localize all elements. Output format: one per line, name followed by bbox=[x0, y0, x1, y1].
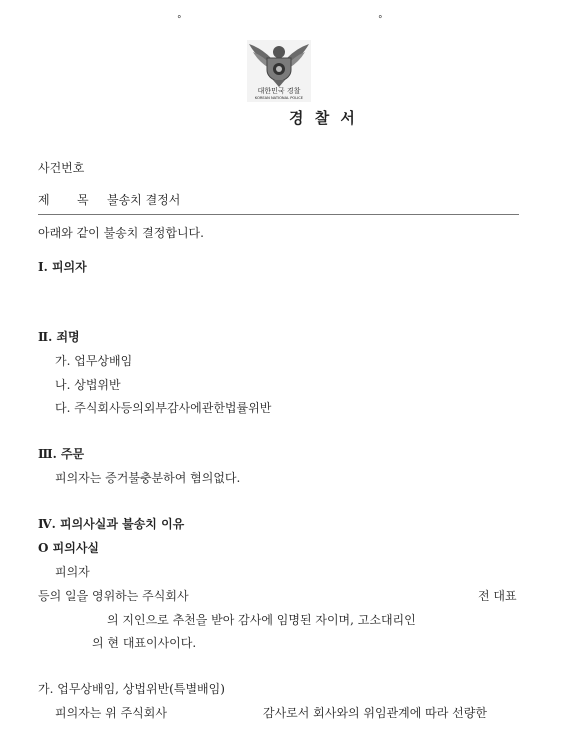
section-3-text: 피의자는 증거불충분하여 혐의없다. bbox=[55, 471, 241, 485]
document-title: 경 찰 서 bbox=[289, 109, 358, 127]
section-2-item-1: 가. 업무상배임 bbox=[55, 354, 133, 368]
section-4-line-1: 피의자 bbox=[55, 565, 90, 579]
section-1-heading: Ⅰ. 피의자 bbox=[38, 260, 87, 274]
section-2-heading: Ⅱ. 죄명 bbox=[38, 330, 80, 344]
subject-value: 불송치 결정서 bbox=[107, 193, 181, 207]
header-divider bbox=[38, 214, 519, 215]
section-5-heading: 가. 업무상배임, 상법위반(특별배임) bbox=[38, 682, 225, 696]
logo-text-ko: 대한민국 경찰 bbox=[257, 87, 301, 95]
police-logo bbox=[247, 40, 311, 102]
section-4-line-3: 의 지인으로 추천을 받아 감사에 임명된 자이며, 고소대리인 bbox=[107, 613, 416, 627]
section-4-line-2b: 전 대표 bbox=[478, 589, 517, 603]
section-4-heading: Ⅳ. 피의사실과 불송치 이유 bbox=[38, 517, 185, 531]
section-3-heading: Ⅲ. 주문 bbox=[38, 447, 85, 461]
subject-label-2: 목 bbox=[77, 193, 89, 207]
section-5-line-1b: 감사로서 회사와의 위임관계에 따라 선량한 bbox=[263, 706, 487, 720]
intro-text: 아래와 같이 불송치 결정합니다. bbox=[38, 226, 204, 240]
section-4-line-2a: 등의 일을 영위하는 주식회사 bbox=[38, 589, 189, 603]
header-dot-left: ° bbox=[177, 15, 182, 25]
section-4-line-4: 의 현 대표이사이다. bbox=[92, 636, 197, 650]
logo-text-en: KOREAN NATIONAL POLICE bbox=[254, 96, 304, 100]
section-2-item-2: 나. 상법위반 bbox=[55, 378, 121, 392]
section-2-item-3: 다. 주식회사등의외부감사에관한법률위반 bbox=[55, 401, 272, 415]
section-5-line-1a: 피의자는 위 주식회사 bbox=[55, 706, 167, 720]
section-4-subheading: O 피의사실 bbox=[38, 541, 99, 555]
header-dot-right: ° bbox=[378, 15, 383, 25]
case-number-label: 사건번호 bbox=[38, 161, 85, 175]
subject-label-1: 제 bbox=[38, 193, 50, 207]
police-emblem-icon bbox=[247, 40, 311, 102]
